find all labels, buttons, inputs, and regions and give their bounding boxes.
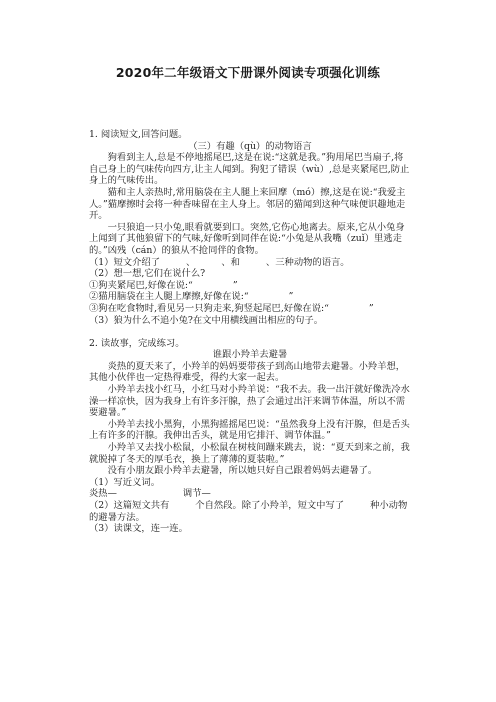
q2-paragraph-5: 没有小朋友跟小羚羊去避暑，所以她只好自己跟着妈妈去避暑了。 — [107, 465, 378, 477]
q1-paragraph-3: 一只狼追一只小兔,眼看就要到口。突然,它伤心地离去。原来,它从小兔身上闻到了其他狼留下的气味,好像听到同伴在说:“小兔是从我嘴（zuǐ）里逃走的。”凶残（cán）的狼从不抢同伴的食物。 — [89, 221, 405, 256]
q1-paragraph-1: 狗看到主人,总是不停地摇尾巴,这是在说:“这就是我。”狗用尾巴当扇子,将自己身上的气味传向四方,让主人闻到。狗犯了错误（wù）,总是夹紧尾巴,防止身上的气味传出。 — [89, 152, 410, 187]
q2-paragraph-2: 小羚羊去找小红马，小红马对小羚羊说：“我不去。我一出汗就好像洗冷水澡一样凉快，因为我身上有许多汗腺，热了会通过出汗来调节体温，所以不需要避暑。” — [89, 384, 410, 419]
q2-paragraph-4: 小羚羊又去找小松鼠，小松鼠在树枝间蹦来跳去，说：“夏天到来之前，我就脱掉了冬天的厚毛衣，换上了薄薄的夏装啦。” — [89, 442, 410, 465]
q1-subquestion-2-item-1: ①狗夹紧尾巴,好像在说:“ ” — [89, 279, 238, 291]
q1-subquestion-1: （1）短文介绍了 、 、和 、三种动物的语言。 — [89, 256, 350, 268]
q2-synonyms: 炎热— 调节— — [89, 488, 211, 500]
q2-subquestion-1: （1）写近义词。 — [89, 476, 160, 488]
q2-subquestion-2: （2）这篇短文共有 个自然段。除了小羚羊，短文中写了 种小动物的避暑方法。 — [89, 500, 408, 523]
q2-paragraph-1: 炎热的夏天来了，小羚羊的妈妈要带孩子到高山地带去避暑。小羚羊想，其他小伙伴也一定热得难受，得约大家一起去。 — [89, 360, 406, 384]
q1-subquestion-2: （2）想一想,它们在说什么? — [89, 268, 206, 280]
q2-passage-title: 谁跟小羚羊去避暑 — [212, 349, 288, 361]
q1-subquestion-2-item-2: ②猫用脑袋在主人腿上摩擦,好像在说:“ ” — [89, 291, 294, 303]
q2-paragraph-3: 小羚羊去找小黑狗，小黑狗摇摇尾巴说：“虽然我身上没有汗腺，但是舌头上有许多的汗腺。我伸出舌头，就是用它排汗、调节体温。” — [89, 418, 410, 442]
q1-paragraph-2: 猫和主人亲热时,常用脑袋在主人腿上来回摩（mó）擦,这是在说:“我爱主人。”猫摩擦时会将一种香味留在主人身上。邻居的猫闻到这种气味便识趣地走开。 — [89, 186, 406, 222]
q1-heading: 1. 阅读短文,回答问题。 — [89, 129, 188, 140]
q1-passage-title: （三）有趣（qù）的动物语言 — [188, 140, 312, 152]
document-title: 2020年二年级语文下册课外阅读专项强化训练 — [115, 65, 381, 80]
q1-subquestion-3: （3）狼为什么不追小兔?在文中用横线画出相应的句子。 — [89, 314, 324, 326]
q2-heading: 2. 读故事，完成练习。 — [89, 337, 185, 349]
q2-subquestion-3: （3）读课文，连一连。 — [89, 523, 188, 535]
document-body — [89, 129, 411, 535]
q1-subquestion-2-item-3: ③狗在吃食物时,看见另一只狗走来,狗竖起尾巴,好像在说:“ ” — [89, 302, 374, 314]
